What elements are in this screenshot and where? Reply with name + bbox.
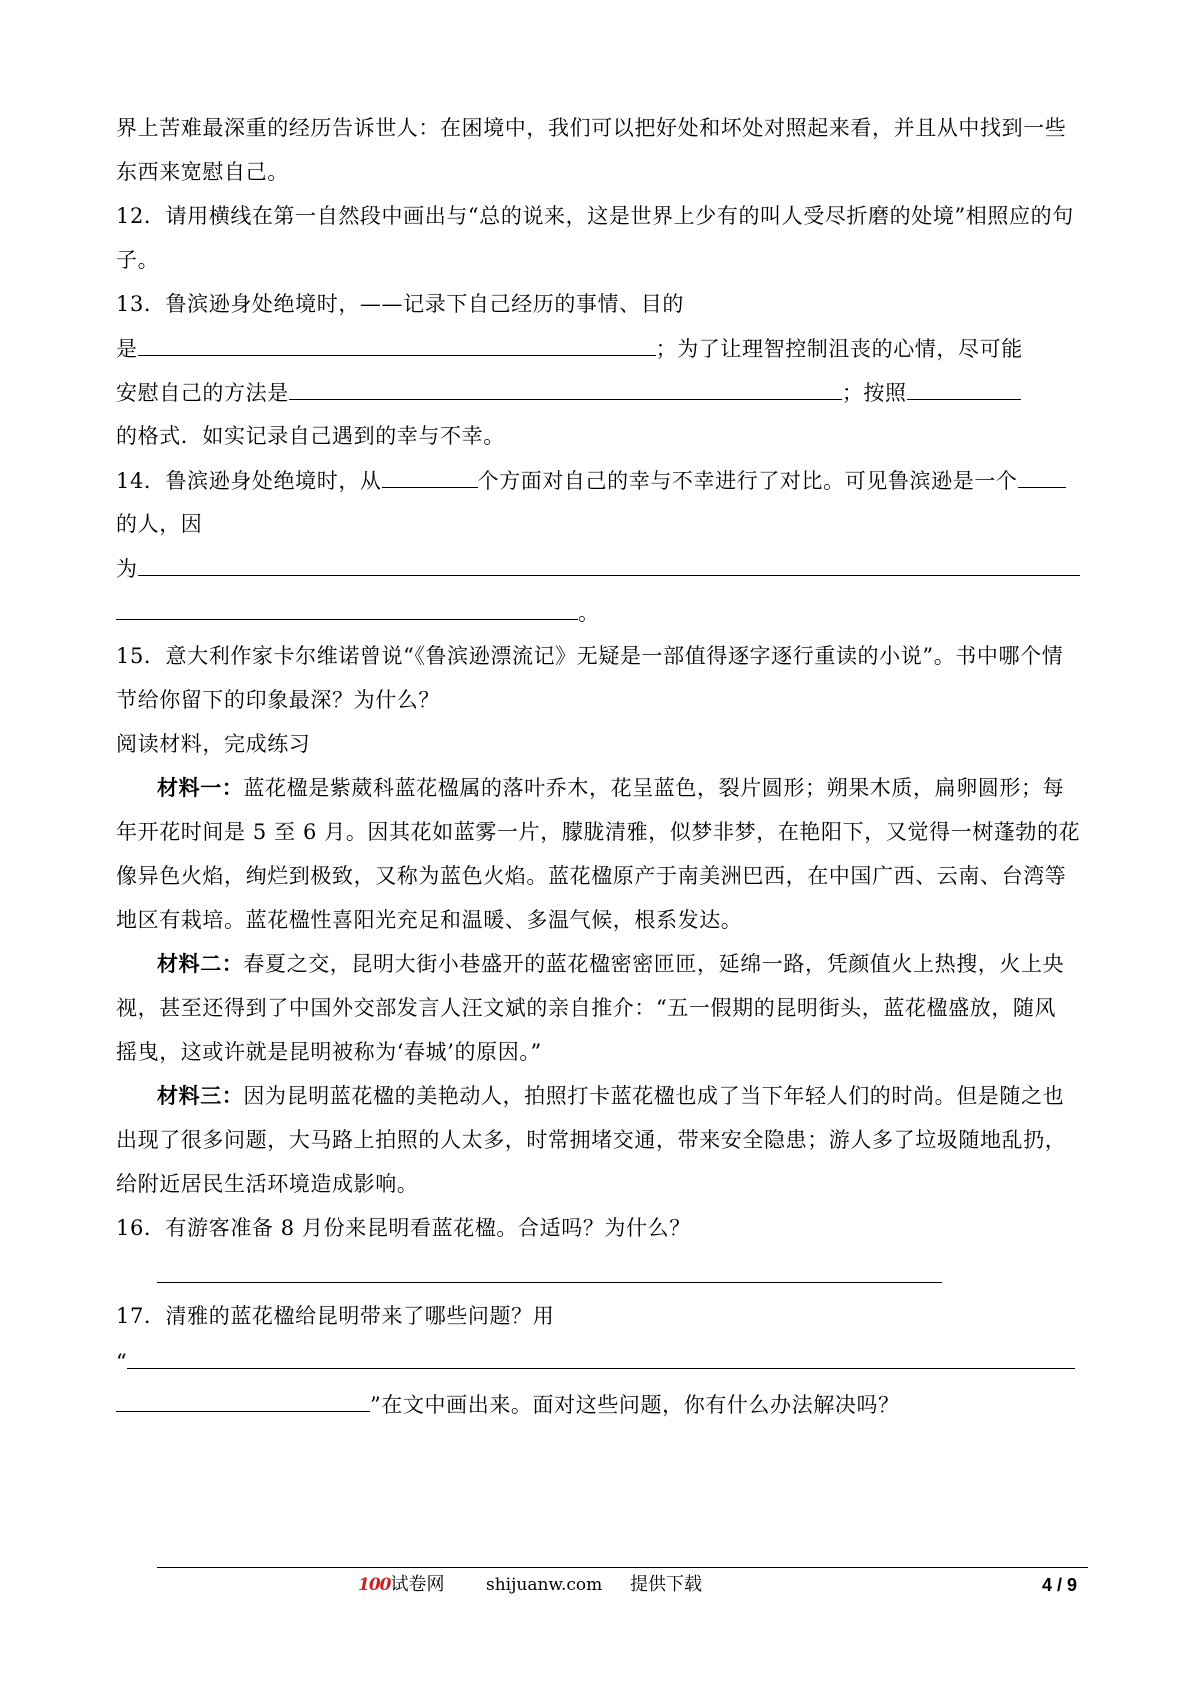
footer-source — [358, 1572, 445, 1598]
question-17-text: 17．清雅的蓝花楹给昆明带来了哪些问题？用 — [116, 1304, 555, 1328]
answer-blank[interactable] — [1018, 465, 1066, 488]
question-17-text — [116, 1389, 900, 1419]
question-15-text: 15．意大利作家卡尔维诺曾说“《鲁滨逊漂流记》无疑是一部值得逐字逐行重读的小说”。书中哪个情 — [116, 644, 1064, 668]
material-one-text — [157, 773, 1064, 803]
material-label: 材料二： — [157, 951, 244, 976]
question-17-text — [116, 1346, 1075, 1376]
answer-blank[interactable] — [138, 333, 656, 356]
question-15-text: 节给你留下的印象最深？为什么？ — [116, 688, 440, 712]
answer-blank[interactable] — [127, 1346, 1075, 1369]
question-text-fragment: 为 — [116, 557, 138, 581]
question-text-fragment: ”在文中画出来。面对这些问题，你有什么办法解决吗？ — [370, 1393, 900, 1417]
material-text-fragment: 春夏之交，昆明大街小巷盛开的蓝花楹密密匝匝，延绵一路，凭颜值火上热搜，火上央 — [243, 952, 1065, 976]
footer-site-name: 试卷网 — [390, 1574, 445, 1595]
answer-blank[interactable] — [382, 465, 478, 488]
answer-blank[interactable] — [138, 553, 1080, 576]
material-text-fragment: 蓝花楹是紫葳科蓝花楹属的落叶乔木，花呈蓝色，裂片圆形；朔果木质，扁卵圆形；每 — [243, 776, 1065, 800]
question-14-text — [116, 597, 600, 627]
question-text-fragment: “ — [116, 1350, 128, 1374]
answer-blank[interactable] — [116, 597, 578, 620]
footer-domain: shijuanw.com — [486, 1575, 603, 1595]
material-label: 材料一： — [157, 775, 244, 800]
question-16-text: 16．有游客准备 8 月份来昆明看蓝花楹。合适吗？为什么？ — [116, 1216, 691, 1240]
question-14-text — [116, 553, 1080, 583]
question-text-fragment: 个方面对自己的幸与不幸进行了对比。可见鲁滨逊是一个 — [477, 469, 1018, 493]
question-text-fragment: 14．鲁滨逊身处绝境时，从 — [116, 469, 382, 493]
footer-divider — [157, 1567, 1088, 1568]
passage-line: 界上苦难最深重的经历告诉世人：在困境中，我们可以把好处和坏处对照起来看，并且从中找到一些 — [116, 116, 1067, 140]
material-three-text — [157, 1081, 1064, 1111]
material-two-text: 视，甚至还得到了中国外交部发言人汪文斌的亲自推介：“五一假期的昆明街头，蓝花楹盛放，随风 — [116, 996, 1057, 1020]
material-two-text — [157, 949, 1064, 979]
question-13-text: 的格式．如实记录自己遇到的幸与不幸。 — [116, 424, 505, 448]
material-label: 材料三： — [157, 1083, 244, 1108]
question-text-fragment: 。 — [578, 601, 600, 625]
question-12-text: 12．请用横线在第一自然段中画出与“总的说来，这是世界上少有的叫人受尽折磨的处境”相照应的句 — [116, 204, 1074, 228]
question-13-text — [116, 333, 1023, 363]
material-one-text: 地区有栽培。蓝花楹性喜阳光充足和温暖、多温气候，根系发达。 — [116, 908, 743, 932]
question-text-fragment: 安慰自己的方法是 — [116, 381, 289, 405]
material-three-text: 出现了很多问题，大马路上拍照的人太多，时常拥堵交通，带来安全隐患；游人多了垃圾随地乱扔， — [116, 1128, 1067, 1152]
question-text-fragment: ；为了让理智控制沮丧的心情，尽可能 — [655, 337, 1023, 361]
material-one-text: 像异色火焰，绚烂到极致，又称为蓝色火焰。蓝花楹原产于南美洲巴西，在中国广西、云南、台湾等 — [116, 864, 1067, 888]
material-two-text: 摇曳，这或许就是昆明被称为‘春城’的原因。” — [116, 1040, 542, 1064]
question-13-text — [116, 377, 1021, 407]
material-three-text: 给附近居民生活环境造成影响。 — [116, 1172, 419, 1196]
site-logo-icon: 100 — [358, 1575, 391, 1595]
reading-instruction: 阅读材料，完成练习 — [116, 732, 311, 756]
footer-note: 提供下载 — [630, 1574, 702, 1595]
answer-blank[interactable] — [116, 1389, 370, 1412]
page-number: 4 / 9 — [1042, 1575, 1078, 1595]
answer-blank[interactable] — [289, 377, 842, 400]
question-13-text: 13．鲁滨逊身处绝境时，——记录下自己经历的事情、目的 — [116, 292, 684, 316]
question-14-text — [116, 465, 1066, 495]
question-12-text: 子。 — [116, 248, 160, 272]
question-text-fragment: ；按照 — [841, 381, 907, 405]
answer-blank[interactable] — [907, 377, 1021, 400]
passage-line: 东西来宽慰自己。 — [116, 160, 289, 184]
answer-line[interactable] — [157, 1282, 942, 1283]
question-14-text: 的人，因 — [116, 512, 203, 536]
material-one-text: 年开花时间是 5 至 6 月。因其花如蓝雾一片，朦胧清雅，似梦非梦，在艳阳下，又觉得一树蓬勃的花 — [116, 820, 1081, 844]
material-text-fragment: 因为昆明蓝花楹的美艳动人，拍照打卡蓝花楹也成了当下年轻人们的时尚。但是随之也 — [243, 1084, 1065, 1108]
question-text-fragment: 是 — [116, 337, 138, 361]
